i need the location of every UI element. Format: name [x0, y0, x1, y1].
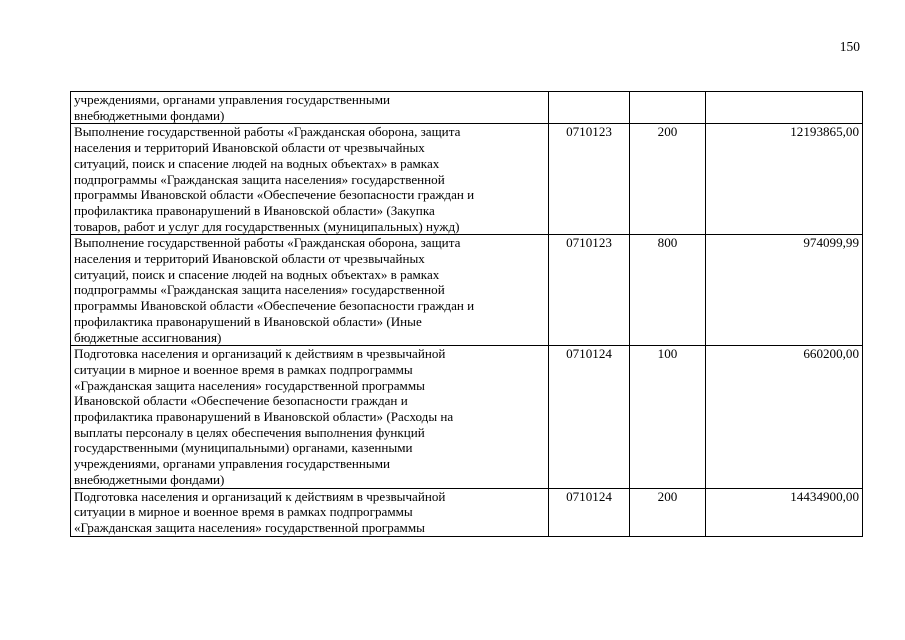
expense-type-cell: 800: [630, 235, 706, 346]
target-article-cell: 0710123: [549, 124, 630, 235]
description-line: профилактика правонарушений в Ивановской области» (Иные: [74, 313, 422, 329]
target-article-cell: 0710124: [549, 346, 630, 488]
description-line: программы Ивановской области «Обеспечение безопасности граждан и: [74, 298, 475, 314]
budget-table: [70, 91, 863, 537]
description-line: внебюджетными фондами): [74, 107, 225, 123]
target-article-cell: 0710124: [549, 488, 630, 536]
description-line: ситуации в мирное и военное время в рамках подпрограммы: [74, 361, 413, 377]
amount-cell: 12193865,00: [706, 124, 863, 235]
description-line: учреждениями, органами управления государственными: [74, 92, 390, 107]
page-number: 150: [839, 39, 860, 54]
amount-cell: 660200,00: [706, 346, 863, 488]
description-line: Ивановской области «Обеспечение безопасности граждан и: [74, 393, 408, 409]
description-line: ситуаций, поиск и спасение людей на водных объектах» в рамках: [74, 266, 440, 282]
expense-type-cell: 100: [630, 346, 706, 488]
description-line: внебюджетными фондами): [74, 471, 225, 487]
table-row: [71, 488, 863, 536]
amount-cell: 14434900,00: [706, 488, 863, 536]
description-line: населения и территорий Ивановской области от чрезвычайных: [74, 140, 425, 156]
description-line: населения и территорий Ивановской области от чрезвычайных: [74, 251, 425, 267]
target-article-cell: 0710123: [549, 235, 630, 346]
description-line: товаров, работ и услуг для государственных (муниципальных) нужд): [74, 218, 460, 234]
table-row: [71, 92, 863, 124]
description-line: бюджетные ассигнования): [74, 329, 222, 345]
description-line: государственными (муниципальными) органами, казенными: [74, 440, 413, 456]
description-cell: [71, 346, 549, 488]
description-cell: [71, 92, 549, 124]
expense-type-cell: 200: [630, 488, 706, 536]
description-line: ситуаций, поиск и спасение людей на водных объектах» в рамках: [74, 155, 440, 171]
amount-cell: 974099,99: [706, 235, 863, 346]
table-row: [71, 346, 863, 488]
target-article-cell: [549, 92, 630, 124]
table-row: [71, 124, 863, 235]
description-cell: [71, 235, 549, 346]
description-cell: [71, 488, 549, 536]
description-line: Выполнение государственной работы «Гражданская оборона, защита: [74, 124, 461, 140]
description-line: профилактика правонарушений в Ивановской области» (Расходы на: [74, 409, 454, 425]
description-line: Подготовка населения и организаций к действиям в чрезвычайной: [74, 346, 446, 362]
description-line: Подготовка населения и организаций к действиям в чрезвычайной: [74, 488, 446, 504]
description-line: ситуации в мирное и военное время в рамках подпрограммы: [74, 504, 413, 520]
table-row: [71, 235, 863, 346]
expense-type-cell: [630, 92, 706, 124]
description-cell: [71, 124, 549, 235]
amount-cell: [706, 92, 863, 124]
expense-type-cell: 200: [630, 124, 706, 235]
description-line: учреждениями, органами управления государственными: [74, 456, 390, 472]
description-line: «Гражданская защита населения» государственной программы: [74, 377, 425, 393]
description-line: Выполнение государственной работы «Гражданская оборона, защита: [74, 235, 461, 251]
description-line: «Гражданская защита населения» государственной программы: [74, 519, 425, 535]
description-line: выплаты персоналу в целях обеспечения выполнения функций: [74, 424, 425, 440]
description-line: подпрограммы «Гражданская защита населения» государственной: [74, 171, 445, 187]
description-line: подпрограммы «Гражданская защита населения» государственной: [74, 282, 445, 298]
description-line: профилактика правонарушений в Ивановской области» (Закупка: [74, 202, 435, 218]
description-line: программы Ивановской области «Обеспечение безопасности граждан и: [74, 187, 475, 203]
